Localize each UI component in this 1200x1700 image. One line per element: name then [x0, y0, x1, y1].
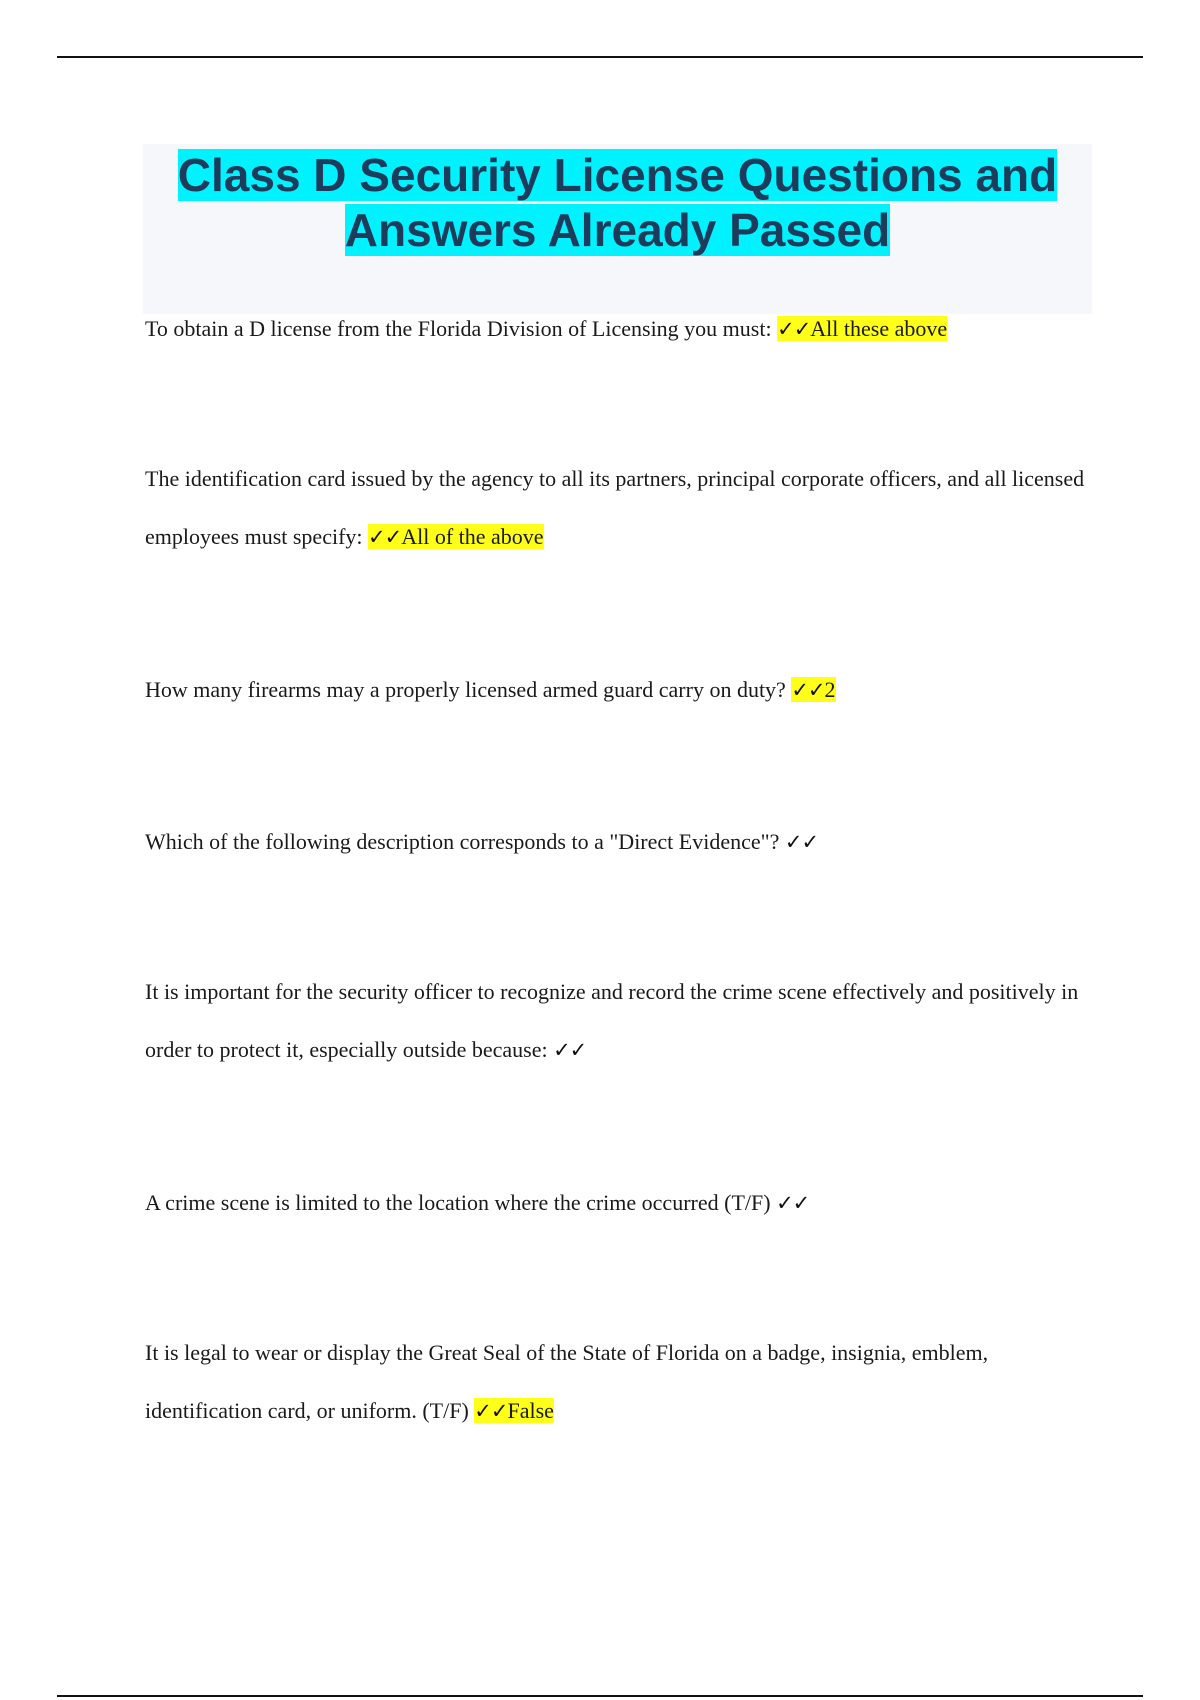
question-text: The identification card issued by the agency to all its partners, principal corporate officers, and all licensed employees must specify:	[145, 466, 1085, 549]
check-icon: ✓✓	[777, 317, 811, 341]
check-icon: ✓✓	[776, 1191, 810, 1215]
question-text: How many firearms may a properly licensed armed guard carry on duty?	[145, 677, 792, 702]
qa-item	[145, 300, 1085, 358]
qa-item	[145, 450, 1085, 566]
answer-highlight	[474, 1398, 554, 1423]
answer-text: All these above	[810, 316, 948, 341]
check-icon: ✓✓	[368, 525, 402, 549]
answer-highlight	[368, 524, 544, 549]
answer-text: All of the above	[401, 524, 544, 549]
answer-highlight	[777, 316, 947, 341]
answer-text: 2	[824, 677, 836, 702]
top-rule	[57, 56, 1143, 58]
title-line-2: Answers Already Passed	[344, 204, 891, 256]
answer-text: False	[507, 1398, 554, 1423]
bottom-rule	[57, 1695, 1143, 1697]
page-title	[143, 148, 1092, 258]
answer-highlight	[791, 677, 835, 702]
question-text: It is legal to wear or display the Great Seal of the State of Florida on a badge, insignia, emblem, identification card, or uniform. (T/F)	[145, 1340, 989, 1423]
question-text: Which of the following description corresponds to a "Direct Evidence"?	[145, 829, 785, 854]
question-text: To obtain a D license from the Florida Division of Licensing you must:	[145, 316, 778, 341]
qa-item	[145, 1324, 1085, 1440]
qa-item	[145, 661, 1085, 719]
title-box	[143, 144, 1092, 314]
question-text: A crime scene is limited to the location where the crime occurred (T/F)	[145, 1190, 777, 1215]
question-text: It is important for the security officer to recognize and record the crime scene effectively and positively in order to protect it, especially outside because:	[145, 979, 1079, 1062]
qa-item	[145, 813, 1085, 871]
check-icon: ✓✓	[474, 1399, 508, 1423]
check-icon: ✓✓	[784, 830, 819, 854]
check-icon: ✓✓	[791, 678, 825, 702]
qa-item	[145, 963, 1085, 1079]
qa-item	[145, 1174, 1085, 1232]
check-icon: ✓✓	[553, 1038, 587, 1062]
title-line-1: Class D Security License Questions and	[177, 149, 1058, 201]
